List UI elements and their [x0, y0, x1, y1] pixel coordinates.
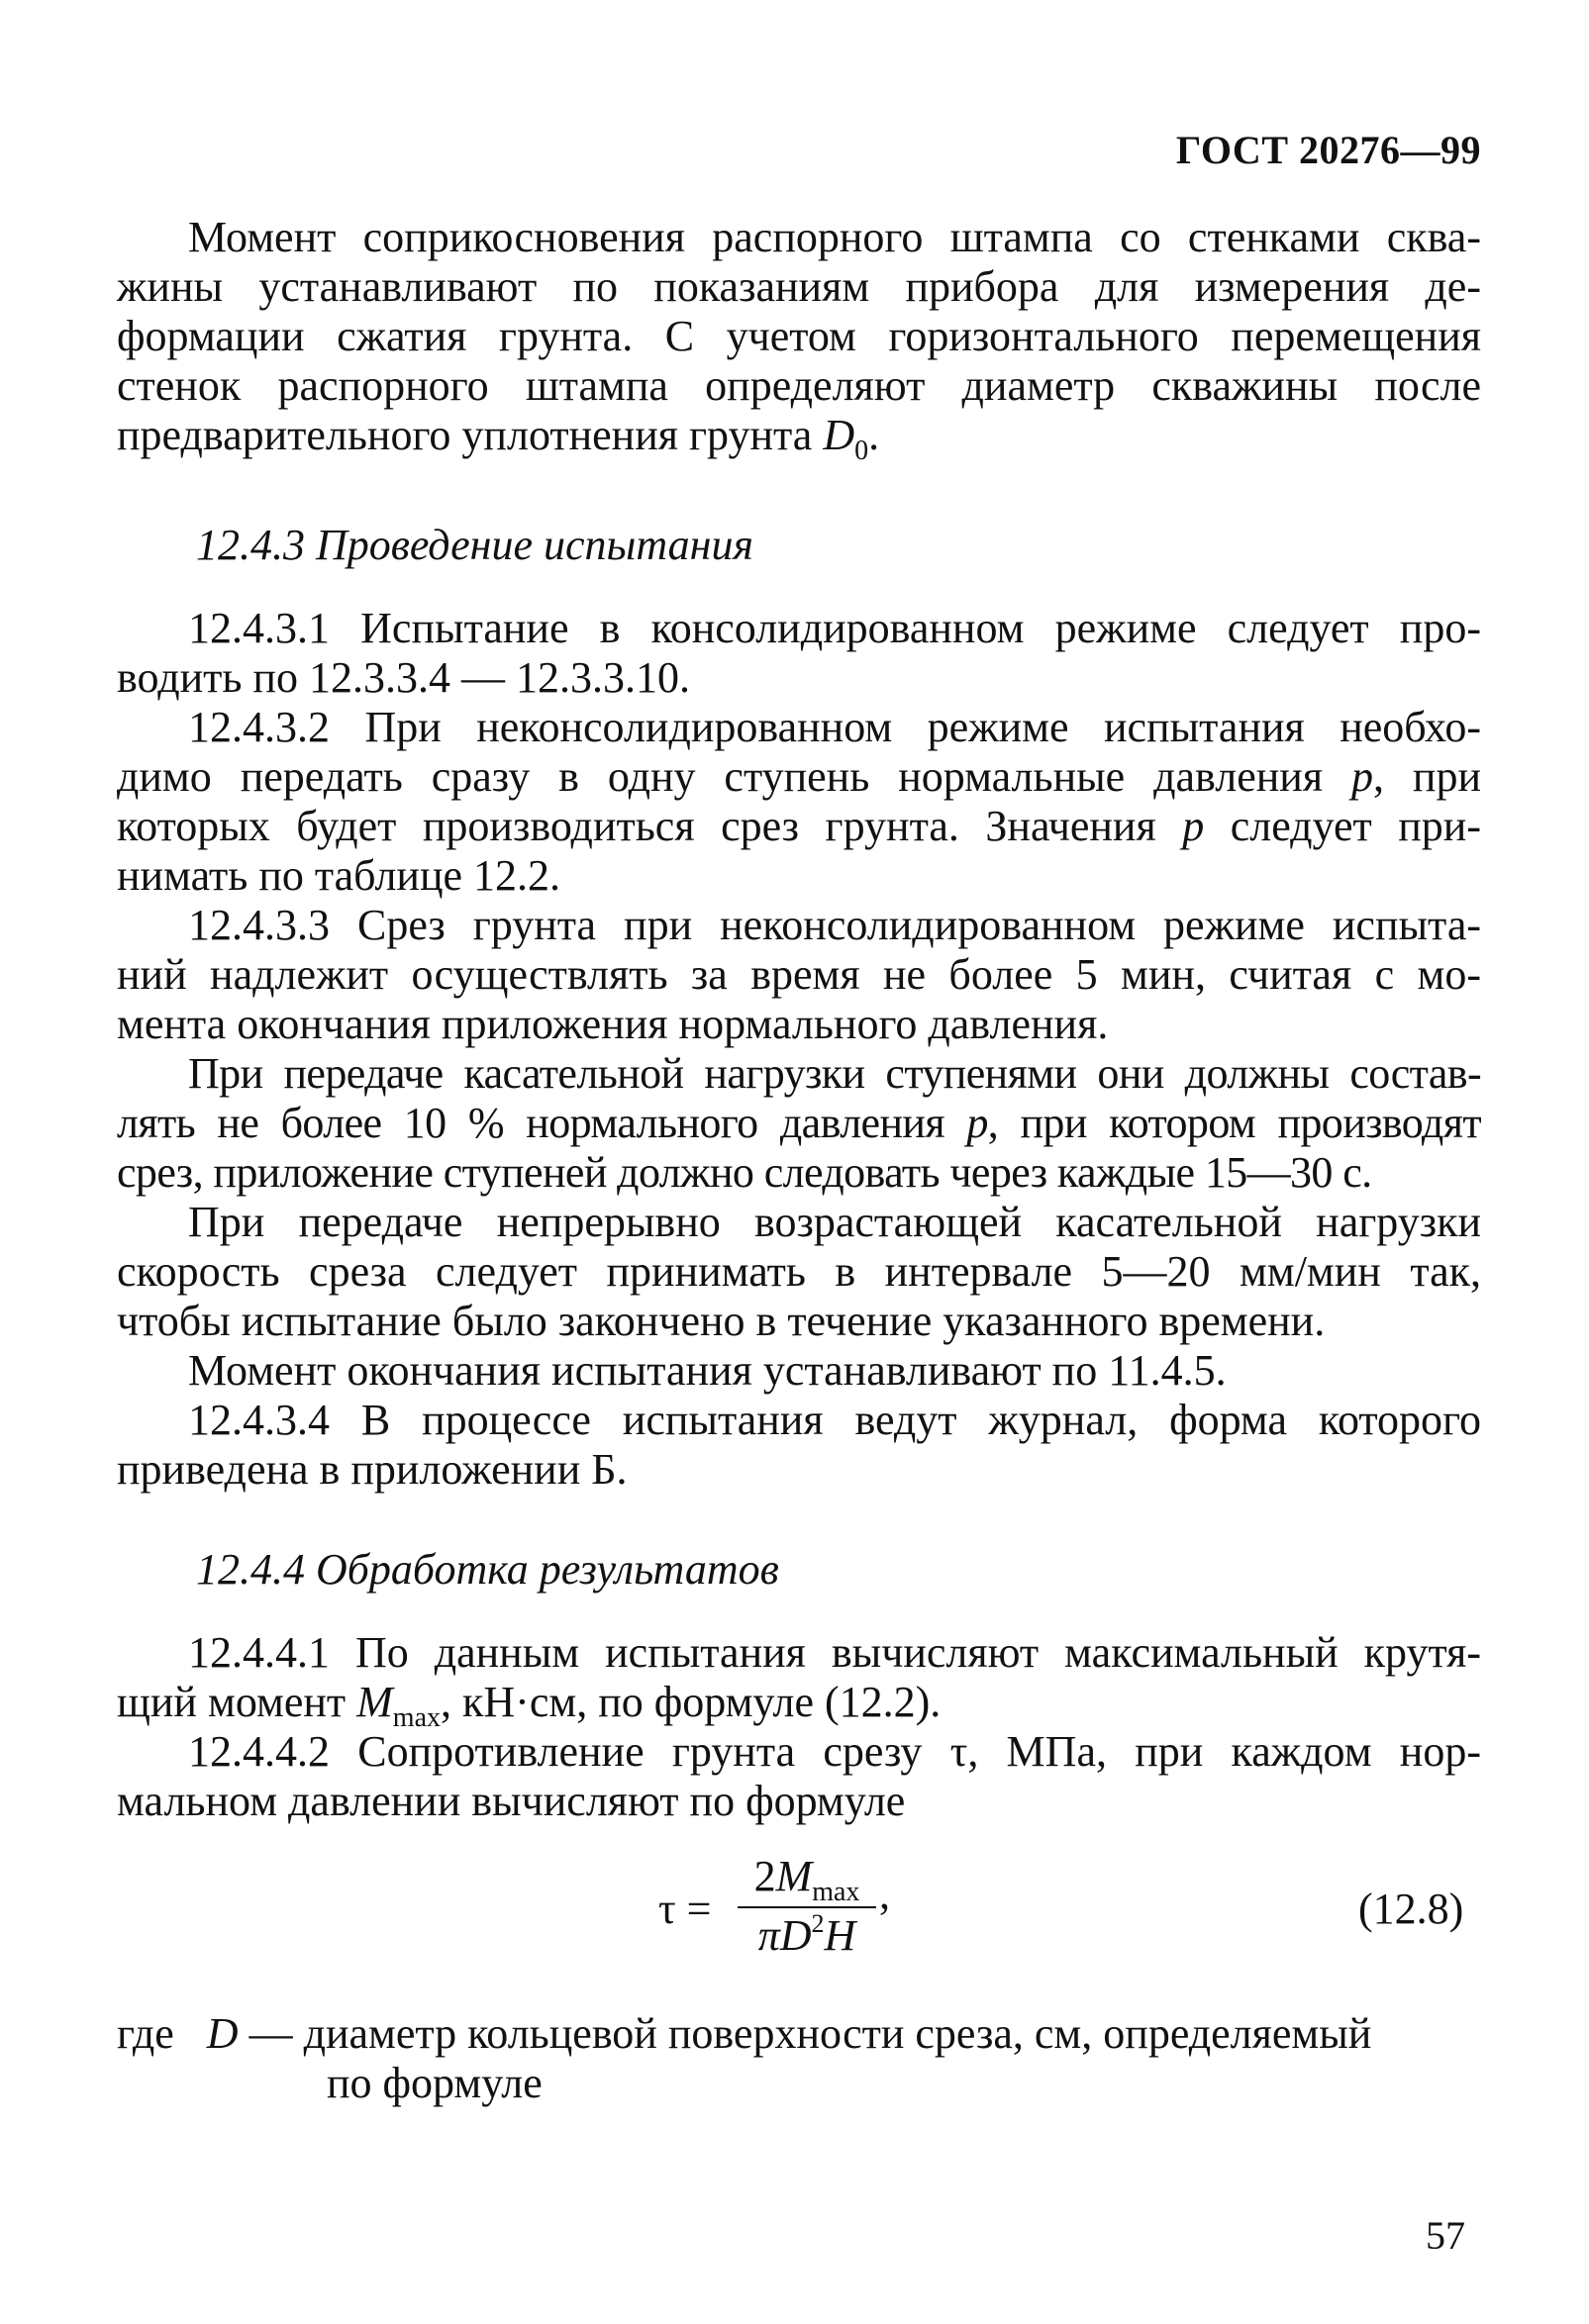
page-number: 57	[1426, 2213, 1465, 2258]
paragraph-12-4-3-3	[117, 901, 1481, 1049]
formula-lhs: τ =	[658, 1885, 712, 1933]
p12441-line-2: щий момент $M_{max}$, кН·см, по формуле (12.2).	[117, 1678, 942, 1733]
intro-line-3: формации сжатия грунта. С учетом горизонтального перемещения	[117, 312, 1481, 360]
section-title-12-4-4: 12.4.4 Обработка результатов	[196, 1545, 779, 1594]
where-line-1: где D — диаметр кольцевой поверхности среза, см, определяемый	[117, 2009, 1372, 2058]
paragraph-12-4-3-2	[117, 703, 1481, 901]
formula-numerator: $2M_{max}$	[753, 1852, 860, 1907]
intro-line-4: стенок распорного штампа определяют диаметр скважины после	[117, 361, 1481, 410]
paragraph-step-load	[117, 1049, 1481, 1198]
formula-comma: ,	[879, 1870, 890, 1918]
where-line-2: по формуле	[327, 2059, 543, 2107]
section-title-12-4-3: 12.4.3 Проведение испытания	[196, 521, 753, 569]
p-cont-line-3: чтобы испытание было закончено в течение указанного времени.	[117, 1297, 1326, 1345]
formula-fraction	[738, 1851, 876, 1961]
formula-number: (12.8)	[1358, 1885, 1464, 1933]
p12432-line-1: 12.4.3.2 При неконсолидированном режиме испытания необхо-	[188, 703, 1481, 751]
p12442-line-1: 12.4.4.2 Сопротивление грунта срезу τ, МПа, при каждом нор-	[188, 1727, 1481, 1776]
p-step-line-3: срез, приложение ступеней должно следовать через каждые 15—30 с.	[117, 1148, 1372, 1197]
p12434-line-2: приведена в приложении Б.	[117, 1445, 628, 1494]
intro-paragraph	[117, 213, 1481, 466]
p12434-line-1: 12.4.3.4 В процессе испытания ведут журнал, форма которого	[188, 1396, 1481, 1444]
intro-line-5: предварительного уплотнения грунта $D_0$.	[117, 411, 880, 466]
paragraph-12-4-4-2	[117, 1727, 1481, 1826]
paragraph-end-moment	[188, 1346, 1481, 1396]
p-cont-line-2: скорость среза следует принимать в интервале 5—20 мм/мин так,	[117, 1247, 1481, 1296]
p-step-line-2: лять не более 10 % нормального давления p, при котором производят	[117, 1099, 1481, 1147]
p-step-line-1: При передаче касательной нагрузки ступенями они должны состав-	[188, 1049, 1481, 1098]
p12441-line-1: 12.4.4.1 По данным испытания вычисляют максимальный крутя-	[188, 1628, 1481, 1677]
p12442-line-2: мальном давлении вычисляют по формуле	[117, 1777, 906, 1825]
standard-header: ГОСТ 20276—99	[1175, 128, 1481, 172]
paragraph-12-4-3-1	[117, 604, 1481, 703]
p12433-line-3: мента окончания приложения нормального давления.	[117, 1000, 1109, 1048]
paragraph-12-4-3-4	[117, 1396, 1481, 1495]
formula-denominator: $\pi D^2H$	[757, 1909, 856, 1960]
p12432-line-2: димо передать сразу в одну ступень нормальные давления p, при	[117, 752, 1481, 801]
p-end-line: Момент окончания испытания устанавливают по 11.4.5.	[188, 1346, 1227, 1395]
paragraph-continuous-load	[117, 1198, 1481, 1346]
intro-line-2: жины устанавливают по показаниям прибора для измерения де-	[117, 262, 1481, 311]
p12432-line-4: нимать по таблице 12.2.	[117, 851, 561, 900]
intro-line-1: Момент соприкосновения распорного штампа со стенками сква-	[188, 213, 1481, 261]
p-cont-line-1: При передаче непрерывно возрастающей касательной нагрузки	[188, 1198, 1481, 1246]
p12433-line-2: ний надлежит осуществлять за время не более 5 мин, считая с мо-	[117, 950, 1481, 999]
p12433-line-1: 12.4.3.3 Срез грунта при неконсолидированном режиме испыта-	[188, 901, 1481, 949]
p12431-line-1: 12.4.3.1 Испытание в консолидированном режиме следует про-	[188, 604, 1481, 652]
where-clause	[117, 2009, 1483, 2108]
p12432-line-3: которых будет производиться срез грунта. Значения p следует при-	[117, 802, 1481, 850]
paragraph-12-4-4-1	[117, 1628, 1481, 1733]
p12431-line-2: водить по 12.3.3.4 — 12.3.3.10.	[117, 653, 690, 702]
